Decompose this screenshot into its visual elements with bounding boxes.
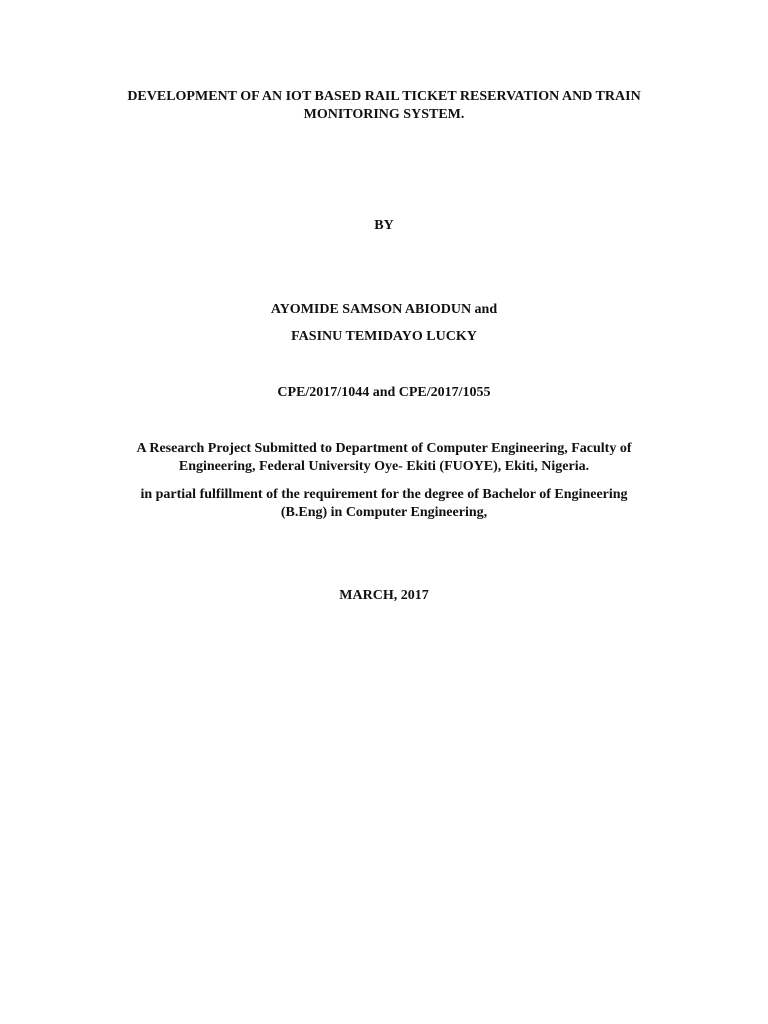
project-title-line-2: MONITORING SYSTEM. <box>303 107 465 122</box>
fulfillment-statement-line-1: in partial fulfillment of the requirement for the degree of Bachelor of Engineering <box>140 487 628 502</box>
author-1: AYOMIDE SAMSON ABIODUN and <box>270 302 498 317</box>
project-title-line-1: DEVELOPMENT OF AN IOT BASED RAIL TICKET RESERVATION AND TRAIN <box>127 89 641 104</box>
submission-statement-line-2: Engineering, Federal University Oye- Ekiti (FUOYE), Ekiti, Nigeria. <box>178 459 590 474</box>
by-label: BY <box>374 218 394 233</box>
author-2: FASINU TEMIDAYO LUCKY <box>291 329 477 344</box>
fulfillment-statement-line-2: (B.Eng) in Computer Engineering, <box>280 505 488 520</box>
submission-date: MARCH, 2017 <box>339 588 429 603</box>
submission-statement-line-1: A Research Project Submitted to Department of Computer Engineering, Faculty of <box>136 441 632 456</box>
matric-numbers: CPE/2017/1044 and CPE/2017/1055 <box>277 385 491 400</box>
